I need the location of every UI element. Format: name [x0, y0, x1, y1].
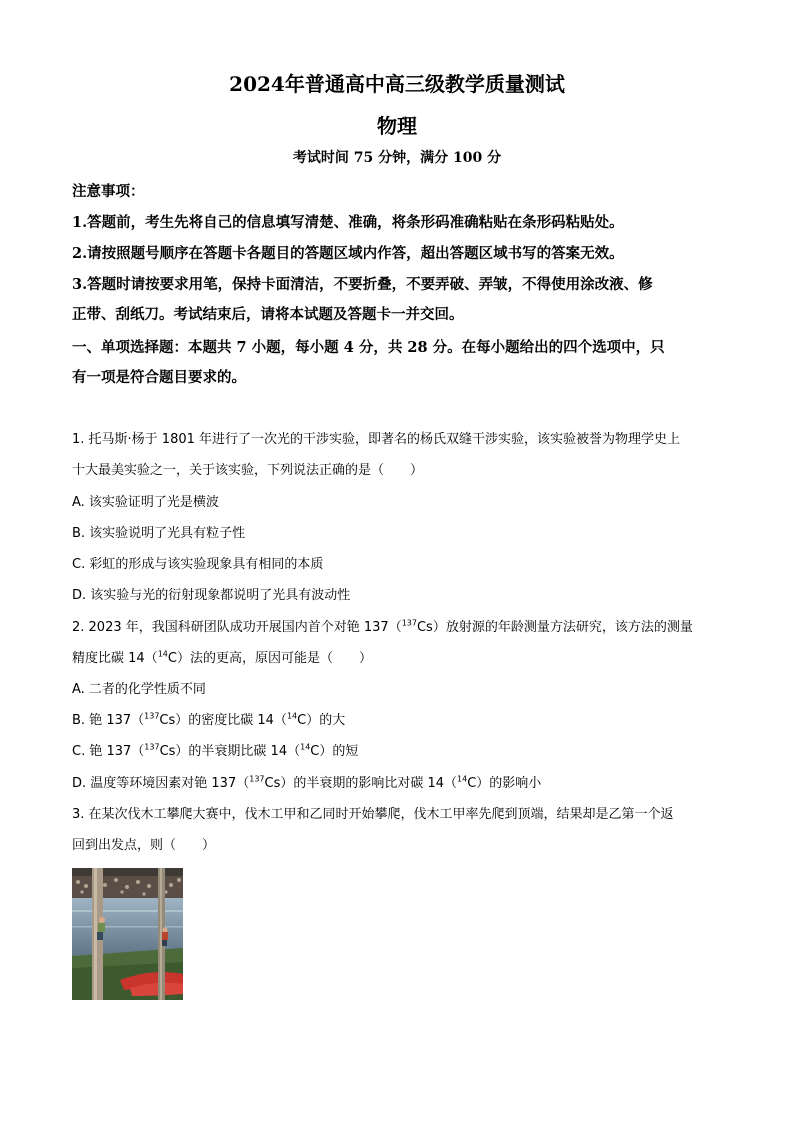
- q2-stem-line-1: [72, 618, 732, 638]
- q2-option-a: A. 二者的化学性质不同: [72, 682, 206, 697]
- cs-mass-number: 137: [401, 618, 417, 628]
- option-text: B. 铯 137（: [72, 713, 145, 728]
- c-mass-number: 14: [300, 742, 311, 752]
- option-text: C）的影响小: [467, 776, 542, 791]
- q2-option-b: [72, 711, 732, 731]
- c-mass-number: 14: [286, 711, 298, 721]
- q1-stem-line-2: 十大最美实验之一，关于该实验，下列说法正确的是（ ）: [72, 463, 424, 478]
- section-heading-line-2: 有一项是符合题目要求的。: [72, 369, 246, 386]
- q2-stem-text: 精度比碳 14（: [72, 651, 158, 666]
- q2-option-d: [72, 774, 732, 794]
- cs-mass-number: 137: [249, 774, 265, 784]
- option-text: Cs）的半衰期比碳 14（: [159, 744, 301, 759]
- q1-option-a: A. 该实验证明了光是横波: [72, 495, 219, 510]
- q1-option-b: B. 该实验说明了光具有粒子性: [72, 526, 246, 541]
- option-text: D. 温度等环境因素对铯 137（: [72, 776, 250, 791]
- note-item-2: 2.请按照题号顺序在答题卡各题目的答题区域内作答，超出答题区域书写的答案无效。: [72, 245, 624, 262]
- cs-mass-number: 137: [144, 742, 160, 752]
- notes-heading: 注意事项：: [72, 183, 145, 200]
- note-item-3-line-1: 3.答题时请按要求用笔，保持卡面清洁，不要折叠，不要弄破、弄皱，不得使用涂改液、修: [72, 276, 653, 293]
- q1-option-c: C. 彩虹的形成与该实验现象具有相同的本质: [72, 557, 324, 572]
- q2-stem-text: 2. 2023 年，我国科研团队成功开展国内首个对铯 137（: [72, 620, 402, 635]
- option-text: Cs）的密度比碳 14（: [159, 713, 287, 728]
- c-mass-number: 14: [157, 649, 168, 659]
- log-climbing-photo: [72, 868, 183, 1000]
- cs-mass-number: 137: [144, 711, 160, 721]
- option-text: C）的短: [310, 744, 359, 759]
- q2-option-c: [72, 742, 732, 762]
- exam-time-info: 考试时间 75 分钟，满分 100 分: [292, 150, 502, 166]
- note-item-3-line-2: 正带、刮纸刀。考试结束后，请将本试题及答题卡一并交回。: [72, 306, 464, 323]
- exam-title: 2024年普通高中高三级教学质量测试: [229, 72, 565, 96]
- q1-stem-line-1: 1. 托马斯·杨于 1801 年进行了一次光的干涉实验，即著名的杨氏双缝干涉实验，该实验被誉为物理学史上: [72, 432, 681, 447]
- q2-stem-line-2: [72, 649, 732, 669]
- q2-stem-text: Cs）放射源的年龄测量方法研究，该方法的测量: [416, 620, 693, 635]
- q1-option-d: D. 该实验与光的衍射现象都说明了光具有波动性: [72, 588, 351, 603]
- q3-stem-line-1: 3. 在某次伐木工攀爬大赛中，伐木工甲和乙同时开始攀爬，伐木工甲率先爬到顶端，结果却是乙第一个返: [72, 807, 674, 822]
- option-text: C. 铯 137（: [72, 744, 145, 759]
- section-heading-line-1: 一、单项选择题：本题共 7 小题，每小题 4 分，共 28 分。在每小题给出的四个选项中，只: [72, 339, 665, 356]
- q2-stem-text: C）法的更高，原因可能是（ ）: [167, 651, 372, 666]
- subject-title: 物理: [377, 114, 417, 138]
- q3-stem-line-2: 回到出发点，则（ ）: [72, 838, 216, 853]
- option-text: C）的大: [297, 713, 346, 728]
- note-item-1: 1.答题前，考生先将自己的信息填写清楚、准确，将条形码准确粘贴在条形码粘贴处。: [72, 214, 624, 231]
- option-text: Cs）的半衰期的影响比对碳 14（: [264, 776, 458, 791]
- c-mass-number: 14: [457, 774, 468, 784]
- log-climbing-photo-illustration: [72, 868, 183, 1000]
